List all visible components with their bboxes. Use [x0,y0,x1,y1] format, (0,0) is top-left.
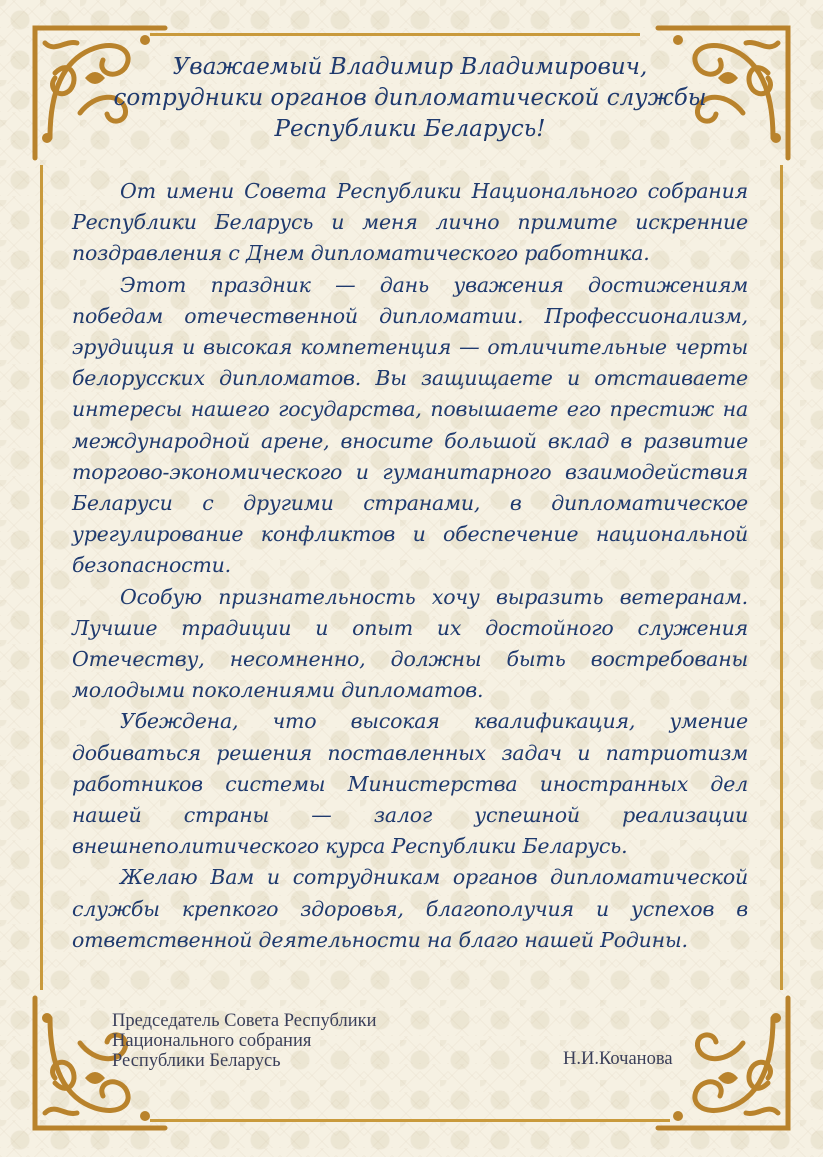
greeting-heading [100,52,720,145]
frame-top-line [150,33,640,36]
signature-title-line-1: Председатель Совета Республики [112,1011,377,1031]
signature-title [112,1011,377,1071]
paragraph-congratulations: От имени Совета Республики Национального собрания Республики Беларусь и меня лично примите искренние поздравления с Днем дипломатического работника. [72,179,748,266]
signature-title-line-2: Национального собрания [112,1031,312,1051]
paragraph-wishes: Желаю Вам и сотрудникам органов дипломатической службы крепкого здоровья, благополучия и успехов в ответственной деятельности на благо нашей Родины. [72,865,748,952]
frame-left-line [40,165,43,990]
signature-title-line-3: Республики Беларусь [112,1051,281,1071]
paragraph-conviction: Убеждена, что высокая квалификация, умение добиваться решения поставленных задач и патриотизм работников системы Министерства иностранных дел нашей страны — залог успешной реализации внешнеполитического курса Республики Беларусь. [72,709,748,859]
letter-body [72,176,748,956]
frame-right-line [780,165,783,990]
signature-name: Н.И.Кочанова [563,1049,673,1069]
greeting-line-1: Уважаемый Владимир Владимирович, [172,54,648,80]
paragraph-holiday: Этот праздник — дань уважения достижениям победам отечественной дипломатии. Профессионализм, эрудиция и высокая компетенция — отличительные черты белорусских дипломатов. Вы защищаете и отстаиваете интересы нашего государства, повышаете его престиж на международной арене, вносите большой вклад в развитие торгово-экономического и гуманитарного взаимодействия Беларуси с другими странами, в дипломатическое урегулирование конфликтов и обеспечение национальной безопасности. [72,272,748,578]
greeting-line-2: сотрудники органов дипломатической службы [113,85,707,111]
greeting-line-3: Республики Беларусь! [274,116,546,142]
frame-bottom-line [150,1119,670,1122]
paragraph-veterans: Особую признательность хочу выразить ветеранам. Лучшие традиции и опыт их достойного служения Отечеству, несомненно, должны быть востребованы молодыми поколениями дипломатов. [72,584,748,703]
